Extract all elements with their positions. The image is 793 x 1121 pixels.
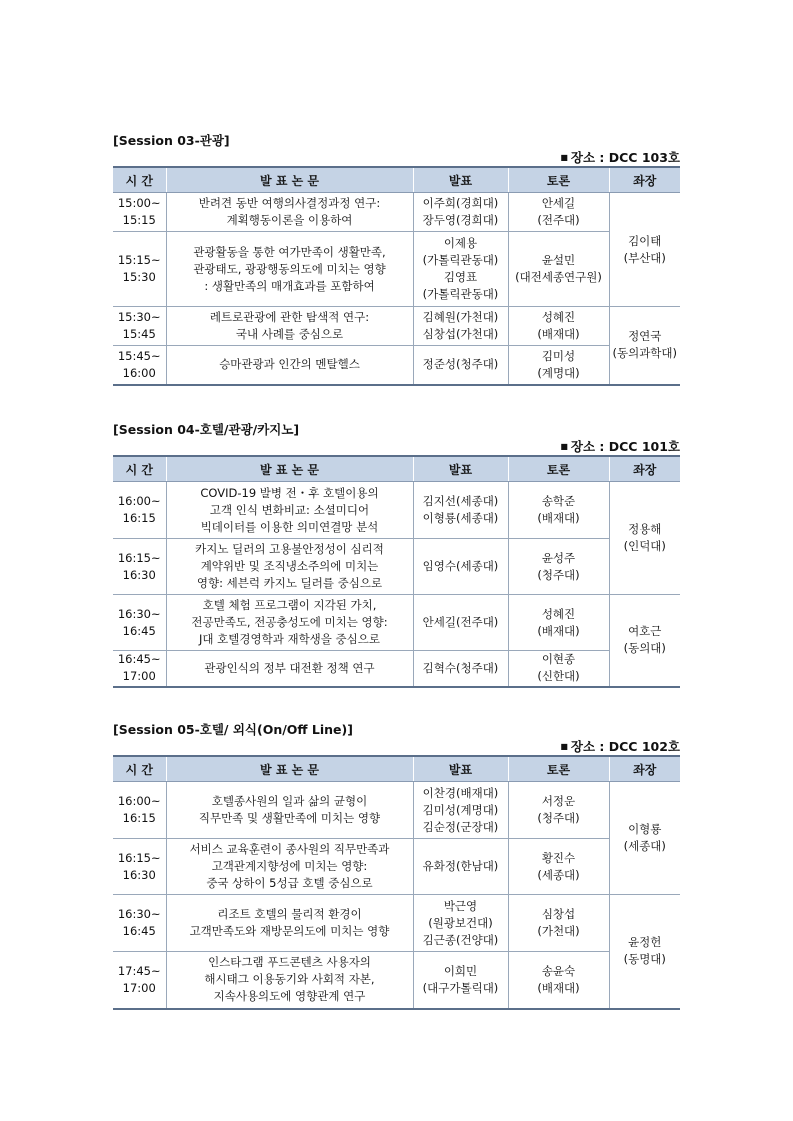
venue-text: 장소 : DCC 103호 <box>570 150 680 165</box>
presenter-cell: 이희민 (대구가톨릭대) <box>413 952 508 1009</box>
chair-cell: 김이태 (부산대) <box>609 193 680 307</box>
time-cell: 15:15~ 15:30 <box>113 232 166 307</box>
discussant-cell: 이현종 (신한대) <box>508 651 609 687</box>
header-time: 시 간 <box>113 456 166 482</box>
chair-cell: 정용해 (인덕대) <box>609 482 680 595</box>
discussant-cell: 심창섭 (가천대) <box>508 895 609 952</box>
header-paper: 발 표 논 문 <box>166 756 413 782</box>
bullet-icon: ■ <box>560 442 568 451</box>
presenter-cell: 정준성(청주대) <box>413 346 508 385</box>
venue-text: 장소 : DCC 102호 <box>570 739 680 754</box>
header-paper: 발 표 논 문 <box>166 167 413 193</box>
session-03 <box>113 132 680 386</box>
header-time: 시 간 <box>113 756 166 782</box>
time-cell: 15:30~ 15:45 <box>113 307 166 346</box>
header-discussant: 토론 <box>508 456 609 482</box>
time-cell: 16:45~ 17:00 <box>113 651 166 687</box>
discussant-cell: 성혜진 (배재대) <box>508 307 609 346</box>
table-row <box>113 895 680 952</box>
bullet-icon: ■ <box>560 153 568 162</box>
header-time: 시 간 <box>113 167 166 193</box>
presenter-cell: 유화정(한남대) <box>413 839 508 895</box>
presenter-cell: 안세길(전주대) <box>413 595 508 651</box>
paper-cell: 반려견 동반 여행의사결정과정 연구: 계획행동이론을 이용하여 <box>166 193 413 232</box>
paper-cell: COVID-19 발병 전・후 호텔이용의 고객 인식 변화비교: 소셜미디어 빅데이터를 이용한 의미연결망 분석 <box>166 482 413 539</box>
paper-cell: 리조트 호텔의 물리적 환경이 고객만족도와 재방문의도에 미치는 영향 <box>166 895 413 952</box>
header-chair: 좌장 <box>609 167 680 193</box>
presenter-cell: 김지선(세종대) 이형룡(세종대) <box>413 482 508 539</box>
presenter-cell: 김혁수(청주대) <box>413 651 508 687</box>
table-row <box>113 782 680 839</box>
venue-label <box>113 739 680 755</box>
discussant-cell: 윤성주 (청주대) <box>508 539 609 595</box>
paper-cell: 호텔종사원의 일과 삶의 균형이 직무만족 및 생활만족에 미치는 영향 <box>166 782 413 839</box>
session-title: [Session 05-호텔/ 외식(On/Off Line)] <box>113 722 353 737</box>
paper-cell: 서비스 교육훈련이 종사원의 직무만족과 고객관계지향성에 미치는 영향: 중국 상하이 5성급 호텔 중심으로 <box>166 839 413 895</box>
schedule-table <box>113 755 680 1010</box>
presenter-cell: 김혜원(가천대) 심창섭(가천대) <box>413 307 508 346</box>
venue-label <box>113 439 680 455</box>
venue-text: 장소 : DCC 101호 <box>570 439 680 454</box>
presenter-cell: 임영수(세종대) <box>413 539 508 595</box>
chair-cell: 윤정헌 (동명대) <box>609 895 680 1009</box>
header-presenter: 발표 <box>413 756 508 782</box>
discussant-cell: 서정운 (청주대) <box>508 782 609 839</box>
table-row <box>113 595 680 651</box>
paper-cell: 관광활동을 통한 여가만족이 생활만족, 관광태도, 광광행동의도에 미치는 영향 : 생활만족의 매개효과를 포함하여 <box>166 232 413 307</box>
presenter-cell: 이찬경(배재대) 김미성(계명대) 김순정(군장대) <box>413 782 508 839</box>
session-title: [Session 03-관광] <box>113 133 230 148</box>
time-cell: 16:15~ 16:30 <box>113 839 166 895</box>
chair-cell: 여호근 (동의대) <box>609 595 680 687</box>
discussant-cell: 김미성 (계명대) <box>508 346 609 385</box>
header-paper: 발 표 논 문 <box>166 456 413 482</box>
discussant-cell: 안세길 (전주대) <box>508 193 609 232</box>
schedule-table <box>113 166 680 386</box>
discussant-cell: 송윤숙 (배재대) <box>508 952 609 1009</box>
time-cell: 17:45~ 17:00 <box>113 952 166 1009</box>
session-05 <box>113 721 680 1010</box>
paper-cell: 인스타그램 푸드콘텐츠 사용자의 해시태그 이용동기와 사회적 자본, 지속사용의도에 영향관계 연구 <box>166 952 413 1009</box>
header-chair: 좌장 <box>609 756 680 782</box>
header-presenter: 발표 <box>413 456 508 482</box>
header-discussant: 토론 <box>508 167 609 193</box>
time-cell: 16:15~ 16:30 <box>113 539 166 595</box>
discussant-cell: 성혜진 (배재대) <box>508 595 609 651</box>
table-row <box>113 346 680 385</box>
header-chair: 좌장 <box>609 456 680 482</box>
paper-cell: 카지노 딜러의 고용불안정성이 심리적 계약위반 및 조직냉소주의에 미치는 영향: 세븐럭 카지노 딜러를 중심으로 <box>166 539 413 595</box>
time-cell: 16:00~ 16:15 <box>113 782 166 839</box>
bullet-icon: ■ <box>560 742 568 751</box>
discussant-cell: 윤설민 (대전세종연구원) <box>508 232 609 307</box>
chair-cell: 이형룡 (세종대) <box>609 782 680 895</box>
time-cell: 16:00~ 16:15 <box>113 482 166 539</box>
presenter-cell: 이제용 (가톨릭관동대) 김영표 (가톨릭관동대) <box>413 232 508 307</box>
paper-cell: 레트로관광에 관한 탐색적 연구: 국내 사례를 중심으로 <box>166 307 413 346</box>
session-04 <box>113 421 680 688</box>
table-row <box>113 193 680 232</box>
time-cell: 16:30~ 16:45 <box>113 895 166 952</box>
table-row <box>113 307 680 346</box>
paper-cell: 관광인식의 정부 대전환 정책 연구 <box>166 651 413 687</box>
table-row <box>113 651 680 687</box>
time-cell: 16:30~ 16:45 <box>113 595 166 651</box>
header-discussant: 토론 <box>508 756 609 782</box>
discussant-cell: 송학준 (배재대) <box>508 482 609 539</box>
chair-cell: 정연국 (동의과학대) <box>609 307 680 385</box>
table-row <box>113 539 680 595</box>
table-row <box>113 232 680 307</box>
table-row <box>113 952 680 1009</box>
venue-label <box>113 150 680 166</box>
table-row <box>113 482 680 539</box>
paper-cell: 호텔 체험 프로그램이 지각된 가치, 전공만족도, 전공충성도에 미치는 영향: J대 호텔경영학과 재학생을 중심으로 <box>166 595 413 651</box>
paper-cell: 승마관광과 인간의 멘탈헬스 <box>166 346 413 385</box>
presenter-cell: 이주희(경희대) 장두영(경희대) <box>413 193 508 232</box>
schedule-table <box>113 455 680 688</box>
presenter-cell: 박근영 (원광보건대) 김근종(건양대) <box>413 895 508 952</box>
table-row <box>113 839 680 895</box>
time-cell: 15:00~ 15:15 <box>113 193 166 232</box>
time-cell: 15:45~ 16:00 <box>113 346 166 385</box>
session-title: [Session 04-호텔/관광/카지노] <box>113 422 300 437</box>
discussant-cell: 황진수 (세종대) <box>508 839 609 895</box>
header-presenter: 발표 <box>413 167 508 193</box>
